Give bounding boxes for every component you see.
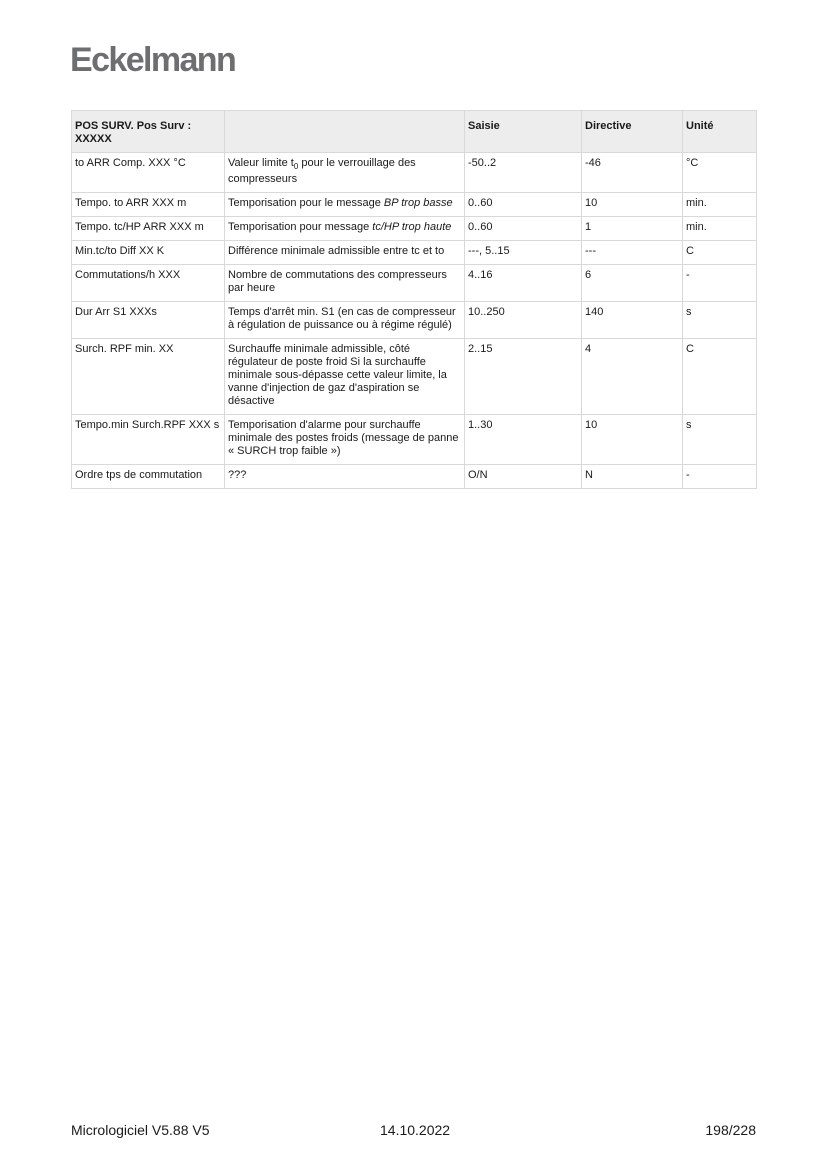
table-row xyxy=(72,217,757,241)
description-text: Temporisation pour le message xyxy=(228,197,384,210)
param-saisie: 10..250 xyxy=(465,302,582,339)
param-directive: N xyxy=(582,465,683,489)
footer-date: 14.10.2022 xyxy=(380,1122,451,1138)
param-saisie: 0..60 xyxy=(465,217,582,241)
eckelmann-logo: Eckelmann xyxy=(70,41,236,79)
param-unite: - xyxy=(683,265,757,302)
header-directive: Directive xyxy=(582,111,683,153)
table-row xyxy=(72,265,757,302)
param-name: Ordre tps de commutation xyxy=(72,465,225,489)
param-name: Dur Arr S1 XXXs xyxy=(72,302,225,339)
param-directive: 1 xyxy=(582,217,683,241)
param-saisie: 4..16 xyxy=(465,265,582,302)
param-unite: C xyxy=(683,339,757,415)
header-parameter: POS SURV. Pos Surv : XXXXX xyxy=(72,111,225,153)
description-emphasis: BP trop basse xyxy=(383,197,453,210)
param-directive: 4 xyxy=(582,339,683,415)
param-unite: min. xyxy=(683,217,757,241)
param-unite: - xyxy=(683,465,757,489)
table-row xyxy=(72,193,757,217)
param-directive: 10 xyxy=(582,415,683,465)
header-saisie: Saisie xyxy=(465,111,582,153)
description-text: Temporisation pour message xyxy=(228,221,373,234)
table-row xyxy=(72,465,757,489)
param-description: Temporisation d'alarme pour surchauffe minimale des postes froids (message de panne « SURCH trop faible ») xyxy=(225,415,465,465)
param-name: Tempo. to ARR XXX m xyxy=(72,193,225,217)
param-description: Différence minimale admissible entre tc et to xyxy=(225,241,465,265)
parameter-table xyxy=(71,110,757,489)
param-saisie: 2..15 xyxy=(465,339,582,415)
param-unite: min. xyxy=(683,193,757,217)
param-description: ??? xyxy=(225,465,465,489)
param-directive: 140 xyxy=(582,302,683,339)
param-saisie: 0..60 xyxy=(465,193,582,217)
param-directive: 10 xyxy=(582,193,683,217)
param-saisie: ---, 5..15 xyxy=(465,241,582,265)
param-unite: °C xyxy=(683,153,757,193)
param-description: Nombre de commutations des compresseurs par heure xyxy=(225,265,465,302)
param-saisie: 1..30 xyxy=(465,415,582,465)
table-row xyxy=(72,339,757,415)
param-description: Surchauffe minimale admissible, côté régulateur de poste froid Si la surchauffe minimale sous-dépasse cette valeur limite, la vanne d'injection de gaz d'aspiration se désactive xyxy=(225,339,465,415)
param-unite: s xyxy=(683,302,757,339)
param-name: Tempo. tc/HP ARR XXX m xyxy=(72,217,225,241)
param-saisie: O/N xyxy=(465,465,582,489)
param-name: to ARR Comp. XXX °C xyxy=(72,153,225,193)
footer-page-number: 198/228 xyxy=(705,1122,756,1138)
header-unite: Unité xyxy=(683,111,757,153)
param-description xyxy=(225,153,465,193)
param-description: Temps d'arrêt min. S1 (en cas de compresseur à régulation de puissance ou à régime régulé) xyxy=(225,302,465,339)
description-emphasis: tc/HP trop haute xyxy=(372,221,452,234)
table-row xyxy=(72,153,757,193)
header-description xyxy=(225,111,465,153)
description-text: Valeur limite t xyxy=(228,157,294,169)
footer-firmware-version: Micrologiciel V5.88 V5 xyxy=(71,1122,210,1138)
table-header-row xyxy=(72,111,757,153)
param-description xyxy=(225,193,465,217)
table-row xyxy=(72,241,757,265)
param-name: Surch. RPF min. XX xyxy=(72,339,225,415)
param-directive: -46 xyxy=(582,153,683,193)
table-row xyxy=(72,415,757,465)
param-saisie: -50..2 xyxy=(465,153,582,193)
table-row xyxy=(72,302,757,339)
param-directive: --- xyxy=(582,241,683,265)
param-unite: C xyxy=(683,241,757,265)
param-name: Commutations/h XXX xyxy=(72,265,225,302)
param-unite: s xyxy=(683,415,757,465)
param-name: Min.tc/to Diff XX K xyxy=(72,241,225,265)
param-name: Tempo.min Surch.RPF XXX s xyxy=(72,415,225,465)
param-description xyxy=(225,217,465,241)
param-directive: 6 xyxy=(582,265,683,302)
description-text: pour le verrouillage des compresseurs xyxy=(228,157,416,186)
subscript-text: 0 xyxy=(293,162,299,172)
